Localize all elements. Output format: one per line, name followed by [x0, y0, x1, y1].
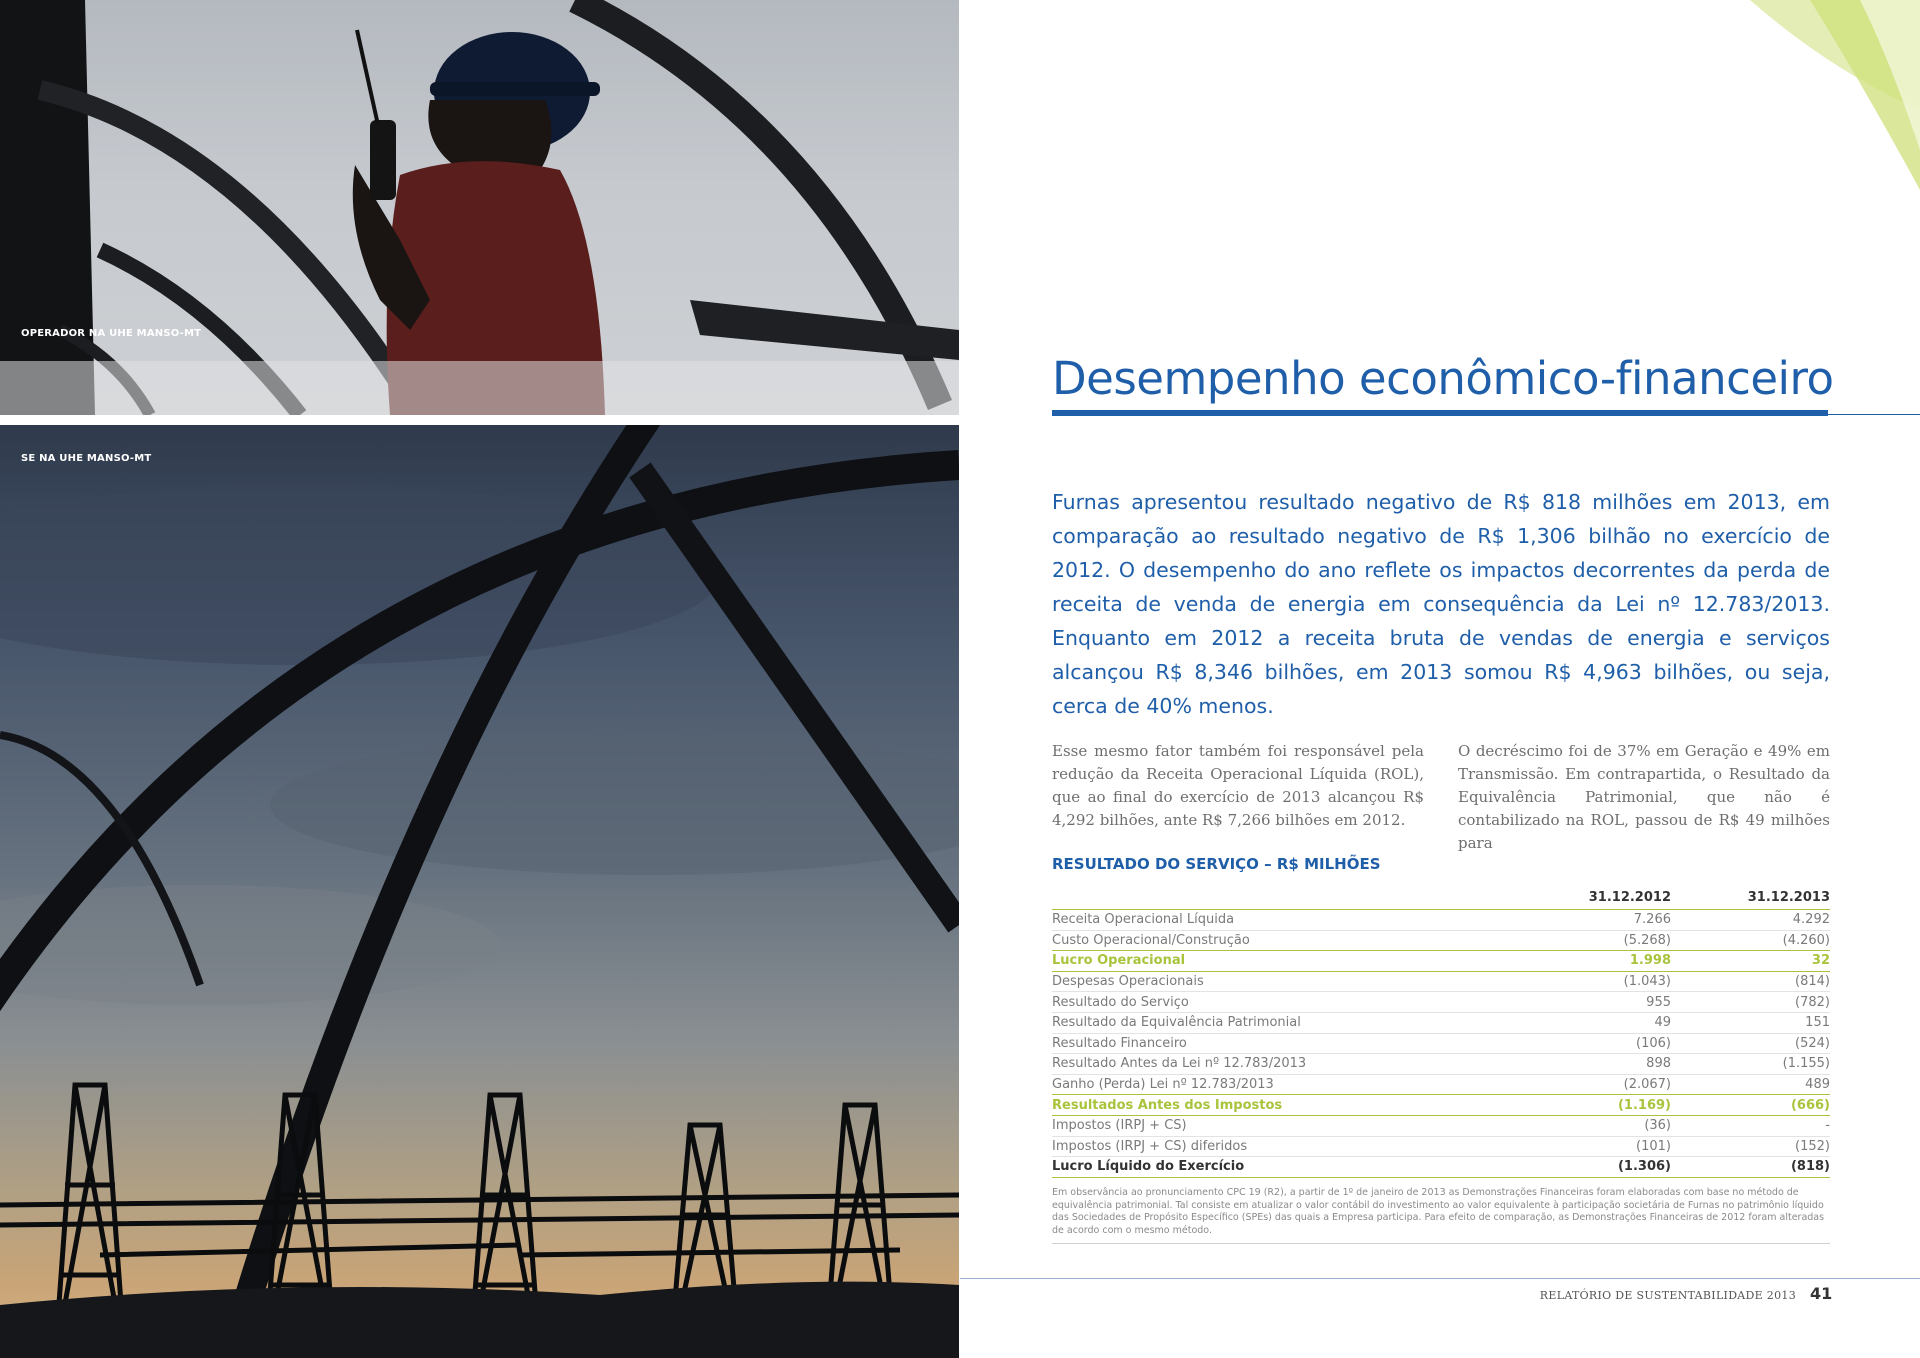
photo-operator: [0, 0, 959, 415]
row-value-2012: 898: [1512, 1054, 1671, 1075]
row-label: Receita Operacional Líquida: [1052, 910, 1512, 931]
row-value-2012: (1.043): [1512, 971, 1671, 992]
body-column-left: Esse mesmo fator também foi responsável pela redução da Receita Operacional Líquida (ROL), que ao final do exercício de 2013 alcançou R$ 4,292 bilhões, ante R$ 7,266 bilhões em 2012.: [1052, 742, 1424, 829]
table-row-total: [1052, 1157, 1830, 1178]
row-label: Resultado Financeiro: [1052, 1033, 1512, 1054]
row-value-2013: (814): [1671, 971, 1830, 992]
row-label: Ganho (Perda) Lei nº 12.783/2013: [1052, 1074, 1512, 1095]
row-value-2013: (818): [1671, 1157, 1830, 1178]
table-footnote: Em observância ao pronunciamento CPC 19 (R2), a partir de 1º de janeiro de 2013 as Demonstrações Financeiras foram elaboradas com base no método de equivalência patrimonial. Tal consiste em atualizar o valor contábil do investimento ao valor equivalente à participação societária de Furnas no patrimônio líquido das Sociedades de Propósito Específico (SPEs) das quais a Empresa participa. Para efeito de comparação, as Demonstrações Financeiras de 2012 foram alteradas de acordo com o mesmo método.: [1052, 1187, 1830, 1244]
table-row: [1052, 910, 1830, 931]
substation-silhouette-illustration: [0, 425, 959, 1358]
table-row-highlight: [1052, 951, 1830, 972]
title-underline-extension: [1828, 414, 1920, 415]
row-value-2013: -: [1671, 1115, 1830, 1136]
row-value-2012: 49: [1512, 1012, 1671, 1033]
row-label: Resultado do Serviço: [1052, 992, 1512, 1013]
row-value-2013: 32: [1671, 951, 1830, 972]
row-value-2012: 7.266: [1512, 910, 1671, 931]
row-label: Despesas Operacionais: [1052, 971, 1512, 992]
table-heading: RESULTADO DO SERVIÇO – R$ MILHÕES: [1052, 855, 1381, 873]
column-header-2012: 31.12.2012: [1588, 889, 1671, 905]
table-row: [1052, 1136, 1830, 1157]
decorative-corner-swoosh: [1690, 0, 1920, 190]
row-value-2012: (2.067): [1512, 1074, 1671, 1095]
table-row-highlight: [1052, 1095, 1830, 1116]
page-number: 41: [1810, 1284, 1833, 1303]
column-header-2013: 31.12.2013: [1747, 889, 1830, 905]
row-value-2013: (782): [1671, 992, 1830, 1013]
header-label-spacer: [1052, 888, 1512, 910]
row-value-2013: (1.155): [1671, 1054, 1830, 1075]
row-label: Custo Operacional/Construção: [1052, 930, 1512, 951]
footer-rule: [960, 1278, 1920, 1279]
caption-band: [0, 361, 959, 415]
row-value-2012: 955: [1512, 992, 1671, 1013]
row-label: Resultado Antes da Lei nº 12.783/2013: [1052, 1054, 1512, 1075]
body-column-right: O decréscimo foi de 37% em Geração e 49% em Transmissão. Em contrapartida, o Resultado da Equivalência Patrimonial, que não é contabilizado na ROL, passou de R$ 49 milhões para: [1458, 742, 1830, 852]
row-value-2013: 151: [1671, 1012, 1830, 1033]
row-value-2012: (1.306): [1512, 1157, 1671, 1178]
table-row: [1052, 930, 1830, 951]
row-value-2013: (524): [1671, 1033, 1830, 1054]
row-value-2013: (666): [1671, 1095, 1830, 1116]
row-value-2013: 4.292: [1671, 910, 1830, 931]
photo-substation: [0, 425, 959, 1358]
row-value-2012: (36): [1512, 1115, 1671, 1136]
table-row: [1052, 1012, 1830, 1033]
financial-results-table: [1052, 888, 1830, 1178]
row-label: Resultado da Equivalência Patrimonial: [1052, 1012, 1512, 1033]
photo-caption-top: OPERADOR NA UHE MANSO-MT: [21, 328, 202, 339]
table-row: [1052, 992, 1830, 1013]
row-value-2013: 489: [1671, 1074, 1830, 1095]
row-value-2012: (106): [1512, 1033, 1671, 1054]
operator-silhouette-illustration: [0, 0, 959, 415]
table-row: [1052, 1033, 1830, 1054]
row-value-2013: (152): [1671, 1136, 1830, 1157]
row-value-2012: (1.169): [1512, 1095, 1671, 1116]
page-title: Desempenho econômico-financeiro: [1052, 352, 1834, 405]
row-label: Impostos (IRPJ + CS): [1052, 1115, 1512, 1136]
photo-caption-bottom: SE NA UHE MANSO-MT: [21, 453, 152, 464]
table-header-row: [1052, 888, 1830, 910]
footer-report-name: RELATÓRIO DE SUSTENTABILIDADE 2013: [1539, 1289, 1796, 1302]
table-row: [1052, 1054, 1830, 1075]
row-value-2012: 1.998: [1512, 951, 1671, 972]
row-value-2012: (5.268): [1512, 930, 1671, 951]
row-value-2012: (101): [1512, 1136, 1671, 1157]
row-value-2013: (4.260): [1671, 930, 1830, 951]
row-label: Lucro Líquido do Exercício: [1052, 1157, 1512, 1178]
table-row: [1052, 971, 1830, 992]
lead-paragraph: Furnas apresentou resultado negativo de R$ 818 milhões em 2013, em comparação ao resultado negativo de R$ 1,306 bilhão no exercício de 2012. O desempenho do ano reflete os impactos decorrentes da perda de receita de venda de energia em consequência da Lei nº 12.783/2013. Enquanto em 2012 a receita bruta de vendas de energia e serviços alcançou R$ 8,346 bilhões, em 2013 somou R$ 4,963 bilhões, ou seja, cerca de 40% menos.: [1052, 490, 1830, 718]
title-underline: [1052, 410, 1828, 416]
row-label: Impostos (IRPJ + CS) diferidos: [1052, 1136, 1512, 1157]
row-label: Resultados Antes dos Impostos: [1052, 1095, 1512, 1116]
row-label: Lucro Operacional: [1052, 951, 1512, 972]
table-row: [1052, 1115, 1830, 1136]
table-row: [1052, 1074, 1830, 1095]
